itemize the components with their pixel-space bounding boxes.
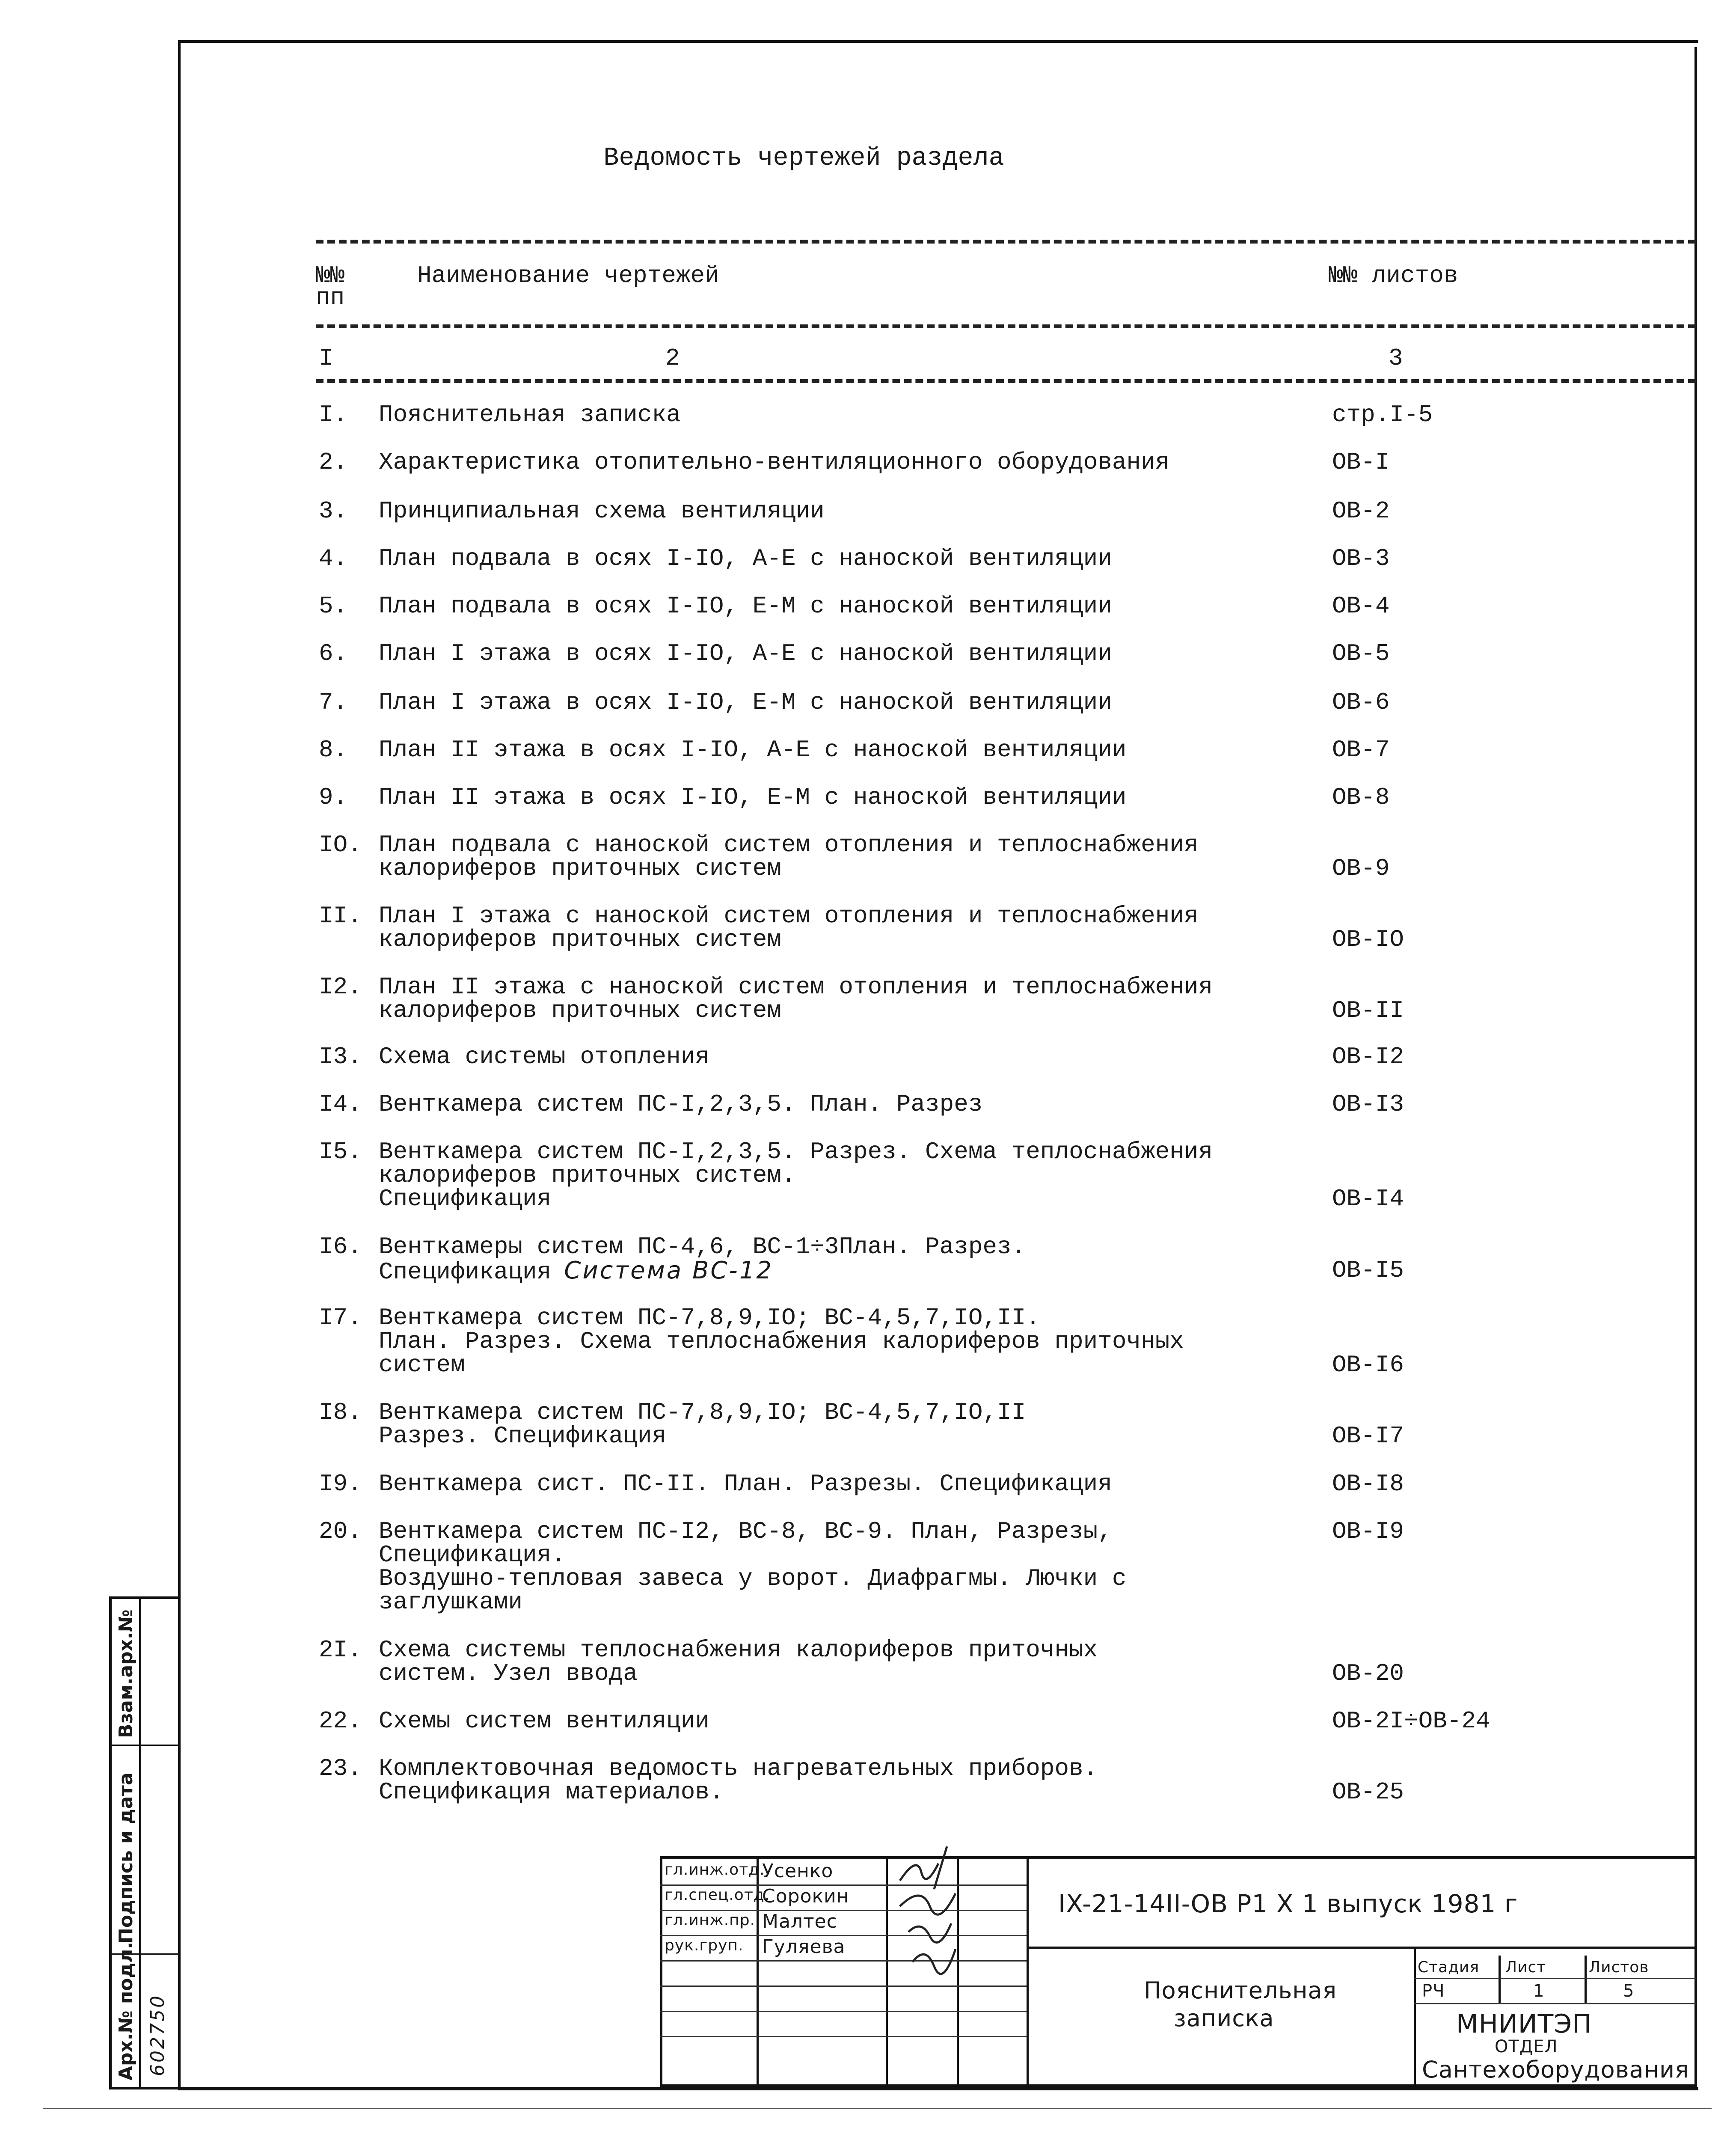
drawing-name-line: калориферов приточных систем <box>379 855 781 882</box>
drawing-name <box>379 403 681 427</box>
drawing-name-line: Характеристика отопительно-вентиляционного оборудования <box>379 449 1170 476</box>
drawing-name <box>379 975 1213 1022</box>
drawing-name-line: Схема системы теплоснабжения калориферов приточных <box>379 1636 1098 1664</box>
sheet-number: ОВ-2I÷ОВ-24 <box>1332 1707 1490 1735</box>
sheet-number: ОВ-I5 <box>1332 1257 1404 1284</box>
name-2: Сорокин <box>762 1885 849 1907</box>
header-name: Наименование чертежей <box>417 262 719 289</box>
name-1: Усенко <box>762 1860 834 1882</box>
bottom-trim-line <box>43 2108 1712 2109</box>
row-number: I6. <box>319 1233 362 1260</box>
drawing-name-line: Комплектовочная ведомость нагревательных приборов. <box>379 1755 1098 1782</box>
drawing-name <box>379 1472 1112 1496</box>
drawing-name-line: План I этажа с наноской систем отопления и теплоснабжения <box>379 902 1199 930</box>
sheet-number: ОВ-I2 <box>1332 1043 1404 1070</box>
row-number: 2. <box>319 449 348 476</box>
drawing-name <box>379 547 1112 571</box>
drawing-name <box>379 904 1199 951</box>
row-number: 9. <box>319 784 348 811</box>
sheet-label: Лист <box>1505 1959 1546 1976</box>
drawing-name <box>379 691 1112 714</box>
drawing-name <box>379 738 1126 762</box>
header-num: №№ <box>316 262 345 289</box>
row-number: II. <box>319 902 362 930</box>
sheet-number: ОВ-6 <box>1332 689 1390 716</box>
drawing-name <box>379 1757 1098 1804</box>
drawing-name <box>379 1235 1026 1284</box>
sheet-value: 1 <box>1533 1981 1545 2001</box>
sheet-number: ОВ-II <box>1332 997 1404 1024</box>
drawing-name-line: систем <box>379 1351 465 1379</box>
sheets-value: 5 <box>1623 1981 1635 2001</box>
table-index-divider <box>316 379 1696 383</box>
drawing-name <box>379 1140 1213 1211</box>
row-number: 6. <box>319 640 348 667</box>
drawing-name-line: План II этажа в осях I-IO, Е-М с наноской вентиляции <box>379 784 1127 811</box>
drawing-name <box>379 499 825 523</box>
row-number: 3. <box>319 497 348 525</box>
row-number: I8. <box>319 1399 362 1426</box>
role-1: гл.инж.отд. <box>665 1861 765 1878</box>
drawing-name-line: План II этажа в осях I-IO, А-Е с наноской вентиляции <box>379 736 1127 764</box>
row-number: I2. <box>319 973 362 1001</box>
row-number: 2I. <box>319 1636 362 1664</box>
drawing-name-line <box>379 1259 1026 1284</box>
drawing-name <box>379 1709 709 1733</box>
header-index-3: 3 <box>1389 345 1403 372</box>
signature-date-label: Подпись и дата <box>115 1772 137 1944</box>
drawing-name-line: Разрез. Спецификация <box>379 1422 667 1450</box>
drawing-name-line: План I этажа в осях I-IO, Е-М с наноской вентиляции <box>379 689 1112 716</box>
drawing-name-line: Спецификация <box>379 1185 552 1213</box>
drawing-name-line: Спецификация. <box>379 1541 566 1569</box>
drawing-name-line: Воздушно-тепловая завеса у ворот. Диафрагмы. Лючки с <box>379 1565 1127 1592</box>
drawing-name-line: Венткамера систем ПС-I,2,3,5. План. Разрез <box>379 1091 983 1118</box>
header-num-2: пп <box>316 284 345 311</box>
sheet-number: ОВ-9 <box>1332 855 1390 882</box>
row-number: I9. <box>319 1470 362 1498</box>
title-block <box>660 1856 1696 2087</box>
sheet-number: ОВ-5 <box>1332 640 1390 667</box>
drawing-name-line: калориферов приточных систем <box>379 926 781 953</box>
stage-value: РЧ <box>1422 1981 1445 2001</box>
drawing-name <box>379 1401 1026 1448</box>
sheet-number: стр.I-5 <box>1332 401 1433 428</box>
drawing-name-line: Венткамеры систем ПС-4,6, ВС-1÷3План. Разрез. <box>379 1233 1026 1260</box>
sheet-number: ОВ-I9 <box>1332 1518 1404 1545</box>
drawing-name <box>379 642 1112 666</box>
department-label: ОТДЕЛ <box>1495 2037 1558 2057</box>
drawing-name-line: Венткамера систем ПС-7,8,9,IO; ВС-4,5,7,IO,II <box>379 1399 1026 1426</box>
document-code: IX-21-14II-ОВ Р1 X 1 выпуск 1981 г <box>1058 1889 1518 1918</box>
name-4: Гуляева <box>762 1936 846 1958</box>
sheets-label: Листов <box>1589 1959 1649 1976</box>
drawing-name-line: План подвала в осях I-IO, А-Е с наноской вентиляции <box>379 545 1112 572</box>
drawing-name-line: План I этажа в осях I-IO, А-Е с наноской вентиляции <box>379 640 1112 667</box>
sheet-number: ОВ-25 <box>1332 1778 1404 1806</box>
drawing-name-line: Венткамера систем ПС-I,2,3,5. Разрез. Схема теплоснабжения <box>379 1138 1213 1165</box>
inv-number-value: 602750 <box>147 1994 169 2076</box>
sheet-number: ОВ-4 <box>1332 592 1390 620</box>
frame-right-border <box>1694 47 1697 2088</box>
drawing-name <box>379 786 1126 809</box>
drawing-name-line: Венткамера сист. ПС-II. План. Разрезы. Спецификация <box>379 1470 1112 1498</box>
sheet-number: ОВ-2 <box>1332 497 1390 525</box>
replace-inv-label: Взам.арх.№ <box>115 1609 137 1738</box>
inv-number-label: Арх.№ подл. <box>115 1941 137 2081</box>
row-number: I4. <box>319 1091 362 1118</box>
drawing-name <box>379 1638 1098 1685</box>
sheet-number: ОВ-I <box>1332 449 1390 476</box>
drawing-name-line: Венткамера систем ПС-I2, ВС-8, ВС-9. План, Разрезы, <box>379 1518 1112 1545</box>
handwritten-note: Система ВС-12 <box>564 1257 773 1284</box>
drawing-name-line: План II этажа с наноской систем отопления и теплоснабжения <box>379 973 1213 1001</box>
drawing-name-line: Пояснительная записка <box>379 401 681 428</box>
drawing-name-line: План подвала с наноской систем отопления и теплоснабжения <box>379 831 1199 859</box>
row-number: 8. <box>319 736 348 764</box>
sheet-number: ОВ-I3 <box>1332 1091 1404 1118</box>
drawing-name <box>379 833 1199 880</box>
row-number: 23. <box>319 1755 362 1782</box>
sheet-number: ОВ-7 <box>1332 736 1390 764</box>
sheet-number: ОВ-I4 <box>1332 1185 1404 1213</box>
row-number: 20. <box>319 1518 362 1545</box>
drawing-name-line: План. Разрез. Схема теплоснабжения калориферов приточных <box>379 1328 1184 1355</box>
doc-name-line-2: записка <box>1174 2005 1274 2032</box>
role-4: рук.груп. <box>665 1937 744 1954</box>
stage-label: Стадия <box>1418 1959 1480 1976</box>
table-header-divider <box>316 324 1696 328</box>
sheet-number: ОВ-8 <box>1332 784 1390 811</box>
drawing-name-line: систем. Узел ввода <box>379 1660 638 1687</box>
side-stamp <box>109 1596 179 2089</box>
drawing-name-line: Спецификация материалов. <box>379 1778 724 1806</box>
drawing-name <box>379 1306 1184 1377</box>
header-index-2: 2 <box>665 345 680 372</box>
drawing-name-line: Принципиальная схема вентиляции <box>379 497 825 525</box>
row-number: I3. <box>319 1043 362 1070</box>
table-top-divider <box>316 240 1696 244</box>
header-sheet: №№ листов <box>1329 262 1458 289</box>
drawing-name-line: заглушками <box>379 1588 523 1616</box>
sheet-number: ОВ-I6 <box>1332 1351 1404 1379</box>
drawing-name-line: калориферов приточных систем <box>379 997 781 1024</box>
doc-name-line-1: Пояснительная <box>1144 1977 1337 2004</box>
signatures <box>891 1846 968 1975</box>
role-2: гл.спец.отд. <box>665 1886 770 1904</box>
header-index-1: I <box>319 345 333 372</box>
sheet-number: ОВ-I8 <box>1332 1470 1404 1498</box>
department-name: Сантехоборудования <box>1422 2056 1689 2083</box>
drawing-name-line: Схемы систем вентиляции <box>379 1707 709 1735</box>
page-title: Ведомость чертежей раздела <box>603 144 1004 173</box>
row-number: I7. <box>319 1304 362 1332</box>
drawing-name <box>379 1520 1126 1614</box>
drawing-name-line: Схема системы отопления <box>379 1043 709 1070</box>
drawing-name-line: Венткамера систем ПС-7,8,9,IO; ВС-4,5,7,IO,II. <box>379 1304 1040 1332</box>
row-number: 5. <box>319 592 348 620</box>
role-3: гл.инж.пр. <box>665 1911 756 1929</box>
row-number: 4. <box>319 545 348 572</box>
row-number: I. <box>319 401 348 428</box>
row-number: I5. <box>319 1138 362 1165</box>
organization: МНИИТЭП <box>1456 2009 1592 2039</box>
row-number: 7. <box>319 689 348 716</box>
sheet-number: ОВ-I7 <box>1332 1422 1404 1450</box>
name-text: Спецификация <box>379 1258 552 1286</box>
sheet-number: ОВ-3 <box>1332 545 1390 572</box>
drawing-name <box>379 1093 982 1116</box>
drawing-name <box>379 451 1169 474</box>
name-3: Малтес <box>762 1911 837 1932</box>
drawing-name <box>379 594 1112 618</box>
drawing-name-line: калориферов приточных систем. <box>379 1162 796 1189</box>
drawing-name <box>379 1045 709 1069</box>
row-number: IO. <box>319 831 362 859</box>
sheet-number: ОВ-20 <box>1332 1660 1404 1687</box>
drawing-name-line: План подвала в осях I-IO, Е-М с наноской вентиляции <box>379 592 1112 620</box>
row-number: 22. <box>319 1707 362 1735</box>
sheet-number: ОВ-IO <box>1332 926 1404 953</box>
